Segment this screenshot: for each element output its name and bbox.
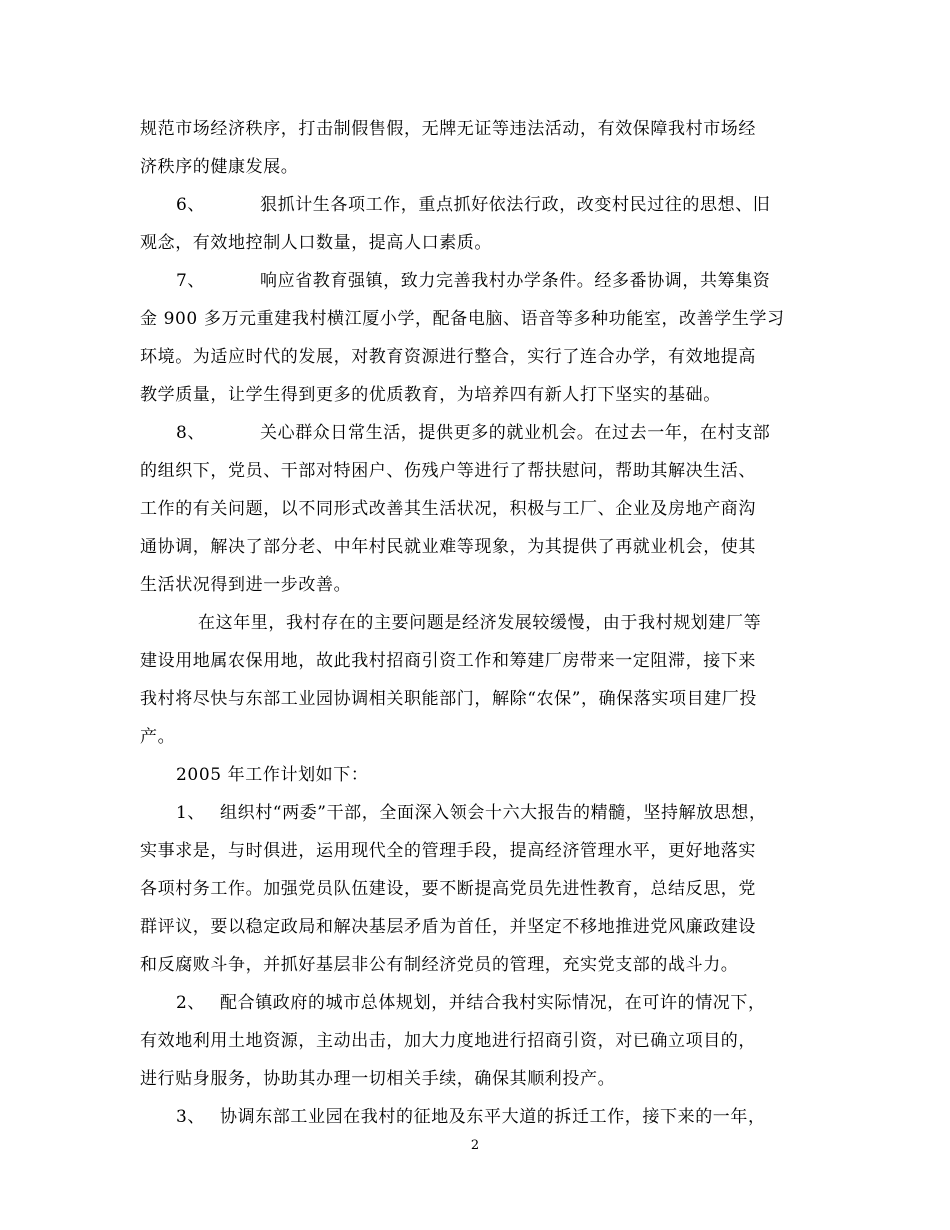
numbered-item-8 — [176, 422, 770, 444]
numbered-item-3 — [176, 1106, 766, 1128]
list-number: 2、 — [176, 993, 206, 1013]
text-line: 环境。为适应时代的发展，对教育资源进行整合，实行了连合办学，有效地提高 — [140, 347, 756, 367]
text-line: 各项村务工作。加强党员队伍建设，要不断提高党员先进性教育，总结反思，党 — [140, 879, 756, 899]
text-line: 我村将尽快与东部工业园协调相关职能部门，解除“农保”，确保落实项目建厂投 — [140, 689, 757, 709]
text-line: 和反腐败斗争，并抓好基层非公有制经济党员的管理，充实党支部的战斗力。 — [140, 955, 739, 975]
list-number: 6、 — [176, 195, 206, 215]
text-line: 规范市场经济秩序，打击制假售假，无牌无证等违法活动，有效保障我村市场经 — [140, 119, 756, 139]
text-line: 配合镇政府的城市总体规划，并结合我村实际情况，在可许的情况下， — [220, 993, 766, 1013]
text-line: 工作的有关问题，以不同形式改善其生活状况，积极与工厂、企业及房地产商沟 — [140, 499, 756, 519]
list-number: 3、 — [176, 1107, 206, 1127]
text-line: 建设用地属农保用地，故此我村招商引资工作和筹建厂房带来一定阻滞，接下来 — [140, 651, 756, 671]
text-line: 产。 — [140, 727, 176, 747]
text-line: 实事求是，与时俱进，运用现代全的管理手段，提高经济管理水平，更好地落实 — [140, 841, 756, 861]
list-number: 7、 — [176, 271, 206, 291]
plan-heading: 2005 年工作计划如下： — [176, 765, 369, 785]
text-line: 组织村“两委”干部，全面深入领会十六大报告的精髓，坚持解放思想， — [220, 803, 767, 823]
text-line: 关心群众日常生活，提供更多的就业机会。在过去一年，在村支部 — [260, 423, 771, 443]
list-number: 8、 — [176, 423, 206, 443]
list-number: 1、 — [176, 803, 206, 823]
text-line: 在这年里，我村存在的主要问题是经济发展较缓慢，由于我村规划建厂等 — [198, 613, 762, 633]
numbered-item-1 — [176, 802, 767, 824]
text-line: 济秩序的健康发展。 — [140, 157, 299, 177]
text-line: 协调东部工业园在我村的征地及东平大道的拆迁工作，接下来的一年， — [220, 1107, 766, 1127]
text-line: 生活状况得到进一步改善。 — [140, 575, 352, 595]
text-line: 狠抓计生各项工作，重点抓好依法行政，改变村民过往的思想、旧 — [260, 195, 771, 215]
text-line: 响应省教育强镇，致力完善我村办学条件。经多番协调，共筹集资 — [260, 271, 771, 291]
text-line: 群评议，要以稳定政局和解决基层矛盾为首任，并坚定不移地推进党风廉政建设 — [140, 917, 756, 937]
text-line: 进行贴身服务，协助其办理一切相关手续，确保其顺利投产。 — [140, 1069, 616, 1089]
text-line: 通协调，解决了部分老、中年村民就业难等现象，为其提供了再就业机会，使其 — [140, 537, 756, 557]
page-number: 2 — [470, 1138, 480, 1153]
text-line: 观念，有效地控制人口数量，提高人口素质。 — [140, 233, 492, 253]
text-line: 的组织下，党员、干部对特困户、伤残户等进行了帮扶慰问，帮助其解决生活、 — [140, 461, 756, 481]
numbered-item-7 — [176, 270, 770, 292]
text-line: 有效地利用土地资源，主动出击，加大力度地进行招商引资，对已确立项目的， — [140, 1031, 756, 1051]
numbered-item-6 — [176, 194, 770, 216]
text-line: 教学质量，让学生得到更多的优质教育，为培养四有新人打下坚实的基础。 — [140, 385, 721, 405]
text-line: 金 900 多万元重建我村横江厦小学，配备电脑、语音等多种功能室，改善学生学习 — [140, 309, 785, 329]
numbered-item-2 — [176, 992, 766, 1014]
